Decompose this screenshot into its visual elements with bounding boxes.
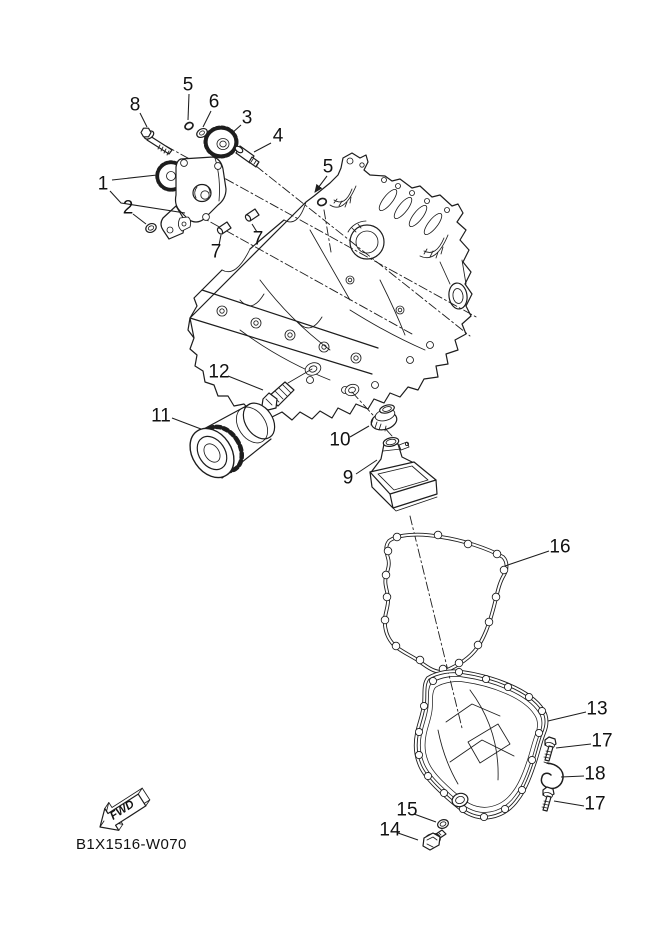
callout-13-15[interactable]: 13: [586, 698, 608, 720]
o-ring-5-right: [317, 197, 328, 206]
bearing-saddle-hatching: [330, 186, 448, 258]
leader-line-18: [561, 776, 584, 777]
callout-8-0[interactable]: 8: [129, 94, 141, 116]
pan-bolt-17-lower: [542, 787, 554, 811]
clamp-hook-18: [541, 762, 563, 789]
leader-line-3: [231, 125, 241, 134]
callout-7-8[interactable]: 7: [252, 228, 264, 250]
drain-bolt-14: [422, 830, 446, 850]
leader-line-8: [140, 113, 147, 127]
leader-line-2: [133, 214, 146, 224]
pan-interior-detail: [438, 690, 514, 784]
oil-strainer-9: [370, 436, 437, 511]
callout-5-1[interactable]: 5: [182, 74, 194, 96]
callout-9-13[interactable]: 9: [342, 467, 354, 489]
pump-drive-gear-3: [206, 128, 237, 157]
pan-bolt-holes: [415, 668, 545, 820]
leader-line-17: [554, 801, 584, 806]
oil-pump-bolt: [141, 128, 172, 155]
leader-line-10: [350, 426, 369, 437]
leader-line-4: [254, 143, 271, 152]
case-ribs: [240, 230, 425, 380]
leader-line-1: [112, 175, 157, 180]
union-bolt-12: [262, 369, 312, 410]
leader-line-16: [505, 551, 549, 566]
leader-line-5: [188, 94, 189, 120]
oil-pan-13: [415, 668, 546, 820]
crankcase-casting: [188, 153, 472, 420]
callout-15-19[interactable]: 15: [396, 799, 418, 821]
seal-ring-10: [369, 403, 399, 432]
callout-17-18[interactable]: 17: [584, 793, 606, 815]
o-ring-5-top: [184, 121, 194, 131]
callout-18-17[interactable]: 18: [584, 763, 606, 785]
dowel-pin-7a: [216, 222, 231, 235]
oil-pump-assembly-1: [157, 157, 226, 239]
callout-17-16[interactable]: 17: [591, 730, 613, 752]
callout-10-12[interactable]: 10: [329, 429, 351, 451]
callout-12-10[interactable]: 12: [208, 361, 230, 383]
o-ring-2: [144, 222, 157, 234]
cylinder-deck-fingers: [376, 178, 449, 238]
callout-3-3[interactable]: 3: [241, 107, 253, 129]
callout-4-4[interactable]: 4: [272, 125, 284, 147]
callout-1-5[interactable]: 1: [97, 173, 109, 195]
drain-washer-15: [436, 818, 449, 830]
fwd-label: FWD: [108, 798, 137, 823]
dowel-pin-7b: [244, 209, 259, 222]
callout-2-6[interactable]: 2: [122, 197, 134, 219]
leader-line-11: [172, 418, 201, 429]
callout-11-11[interactable]: 11: [151, 405, 171, 427]
drawing-number: B1X1516-W070: [76, 836, 187, 853]
fwd-direction-arrow: [100, 788, 150, 830]
leader-line-14: [398, 833, 418, 840]
leader-line-13: [548, 712, 586, 721]
callout-5-9[interactable]: 5: [322, 156, 334, 178]
oil-pan-gasket-16: [381, 531, 508, 673]
oil-filter-11: [181, 397, 281, 486]
leader-line-17: [556, 744, 591, 748]
leader-line-6: [203, 111, 211, 127]
callout-6-2[interactable]: 6: [208, 91, 220, 113]
callout-16-14[interactable]: 16: [549, 536, 571, 558]
pump-shaft-4: [234, 145, 259, 167]
callout-7-7[interactable]: 7: [210, 241, 222, 263]
case-holes: [277, 276, 434, 399]
pan-bolt-17-upper: [544, 737, 556, 761]
leader-line-12: [228, 376, 263, 390]
callout-14-20[interactable]: 14: [379, 819, 401, 841]
